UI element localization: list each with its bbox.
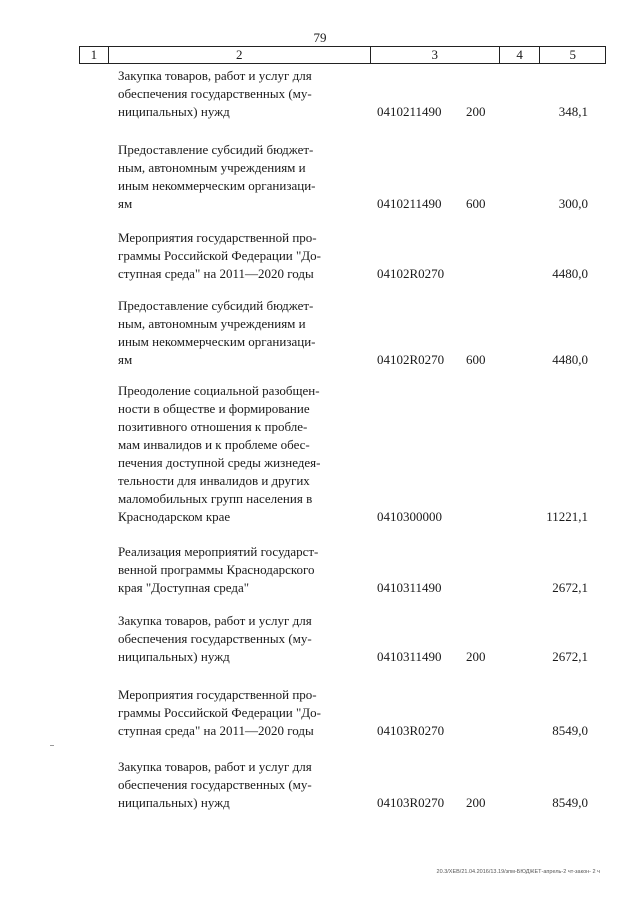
- page-number: 79: [313, 30, 327, 45]
- row-code: 0410311490: [377, 580, 442, 595]
- column-header-1: 1: [80, 47, 109, 64]
- description-line: ниципальных) нужд: [118, 104, 230, 119]
- row-amount: 8549,0: [552, 795, 588, 810]
- description-line: Краснодарском крае: [118, 509, 231, 524]
- row-description: [118, 543, 355, 597]
- description-line: Закупка товаров, работ и услуг для: [118, 613, 312, 628]
- description-line: ности в обществе и формирование: [118, 401, 310, 416]
- description-line: ным, автономным учреждениям и: [118, 316, 306, 331]
- description-line: Закупка товаров, работ и услуг для: [118, 759, 312, 774]
- description-line: ниципальных) нужд: [118, 795, 230, 810]
- description-line: Мероприятия государственной про-: [118, 230, 317, 245]
- row-description: [118, 141, 355, 213]
- description-line: венной программы Краснодарского: [118, 562, 315, 577]
- row-amount: 4480,0: [552, 266, 588, 281]
- description-line: обеспечения государственных (му-: [118, 631, 312, 646]
- description-line: ниципальных) нужд: [118, 649, 230, 664]
- row-code: 0410211490: [377, 196, 442, 211]
- description-line: иным некоммерческим организаци-: [118, 334, 316, 349]
- description-line: ступная среда" на 2011—2020 годы: [118, 723, 314, 738]
- row-amount: 2672,1: [552, 580, 588, 595]
- column-header-2: 2: [108, 47, 370, 64]
- description-line: ям: [118, 352, 133, 367]
- row-amount: 348,1: [558, 104, 588, 119]
- row-description: [118, 612, 355, 666]
- row-description: [118, 297, 355, 369]
- description-line: граммы Российской Федерации "До-: [118, 705, 322, 720]
- row-code: 0410211490: [377, 104, 442, 119]
- row-code: 04102R0270: [377, 266, 445, 281]
- description-line: Закупка товаров, работ и услуг для: [118, 68, 312, 83]
- description-line: Предоставление субсидий бюджет-: [118, 298, 314, 313]
- description-line: ным, автономным учреждениям и: [118, 160, 306, 175]
- description-line: маломобильных групп населения в: [118, 491, 313, 506]
- description-line: обеспечения государственных (му-: [118, 86, 312, 101]
- row-description: [118, 758, 355, 812]
- row-description: [118, 229, 355, 283]
- column-header-3: 3: [370, 47, 499, 64]
- row-amount: 300,0: [558, 196, 588, 211]
- description-line: мам инвалидов и к проблеме обес-: [118, 437, 310, 452]
- row-description: [118, 686, 355, 740]
- row-expense-type: 600: [466, 352, 486, 367]
- column-header-5: 5: [540, 47, 606, 64]
- description-line: ступная среда" на 2011—2020 годы: [118, 266, 314, 281]
- row-expense-type: 200: [466, 104, 486, 119]
- row-code: 0410311490: [377, 649, 442, 664]
- row-amount: 2672,1: [552, 649, 588, 664]
- column-header-4: 4: [499, 47, 540, 64]
- description-line: Предоставление субсидий бюджет-: [118, 142, 314, 157]
- description-line: ям: [118, 196, 133, 211]
- description-line: Мероприятия государственной про-: [118, 687, 317, 702]
- description-line: позитивного отношения к пробле-: [118, 419, 308, 434]
- description-line: граммы Российской Федерации "До-: [118, 248, 322, 263]
- description-line: края "Доступная среда": [118, 580, 250, 595]
- margin-mark: [50, 745, 54, 746]
- row-amount: 11221,1: [546, 509, 588, 524]
- description-line: Реализация мероприятий государст-: [118, 544, 319, 559]
- row-expense-type: 600: [466, 196, 486, 211]
- footer-document-id: 20.3/ХЕВ/21.04.2016/13.19/зпм-БЮДЖЕТ-апрель-2 чт-закон- 2 ч: [436, 869, 600, 875]
- column-header-row: [79, 46, 606, 64]
- row-code: 04103R0270: [377, 795, 445, 810]
- description-line: иным некоммерческим организаци-: [118, 178, 316, 193]
- row-expense-type: 200: [466, 795, 486, 810]
- description-line: обеспечения государственных (му-: [118, 777, 312, 792]
- row-code: 0410300000: [377, 509, 442, 524]
- row-amount: 4480,0: [552, 352, 588, 367]
- row-description: [118, 382, 355, 526]
- description-line: тельности для инвалидов и других: [118, 473, 310, 488]
- row-code: 04103R0270: [377, 723, 445, 738]
- row-amount: 8549,0: [552, 723, 588, 738]
- description-line: Преодоление социальной разобщен-: [118, 383, 320, 398]
- row-description: [118, 67, 355, 121]
- description-line: печения доступной среды жизнедея-: [118, 455, 321, 470]
- row-expense-type: 200: [466, 649, 486, 664]
- row-code: 04102R0270: [377, 352, 445, 367]
